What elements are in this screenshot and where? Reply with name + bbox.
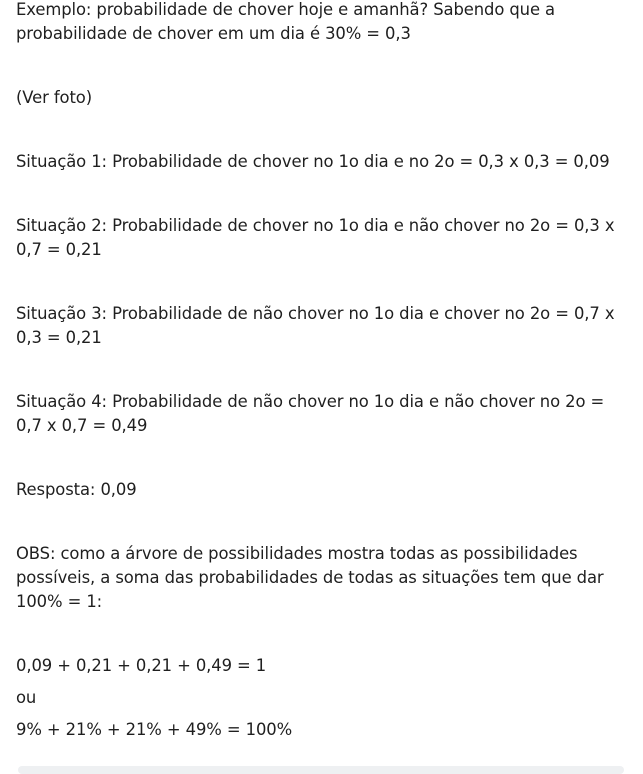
bottom-card-edge — [18, 766, 624, 774]
observation-paragraph: OBS: como a árvore de possibilidades mostra todas as possibilidades possíveis, a soma das probabilidades de todas as situações tem que dar 100% = 1: — [16, 544, 604, 611]
answer-content — [16, 0, 632, 742]
situation-4: Situação 4: Probabilidade de não chover no 1o dia e não chover no 2o = 0,7 x 0,7 = 0,49 — [16, 392, 605, 435]
or-text: ou — [16, 688, 37, 707]
sum-decimal: 0,09 + 0,21 + 0,21 + 0,49 = 1 — [16, 656, 267, 675]
answer-line: Resposta: 0,09 — [16, 480, 137, 499]
example-paragraph: Exemplo: probabilidade de chover hoje e amanhã? Sabendo que a probabilidade de chover em um dia é 30% = 0,3 — [16, 0, 555, 43]
situation-2: Situação 2: Probabilidade de chover no 1o dia e não chover no 2o = 0,3 x 0,7 = 0,21 — [16, 216, 615, 259]
sum-percent: 9% + 21% + 21% + 49% = 100% — [16, 720, 293, 739]
photo-reference: (Ver foto) — [16, 88, 93, 107]
situation-3: Situação 3: Probabilidade de não chover no 1o dia e chover no 2o = 0,7 x 0,3 = 0,21 — [16, 304, 615, 347]
situation-1: Situação 1: Probabilidade de chover no 1o dia e no 2o = 0,3 x 0,3 = 0,09 — [16, 152, 610, 171]
